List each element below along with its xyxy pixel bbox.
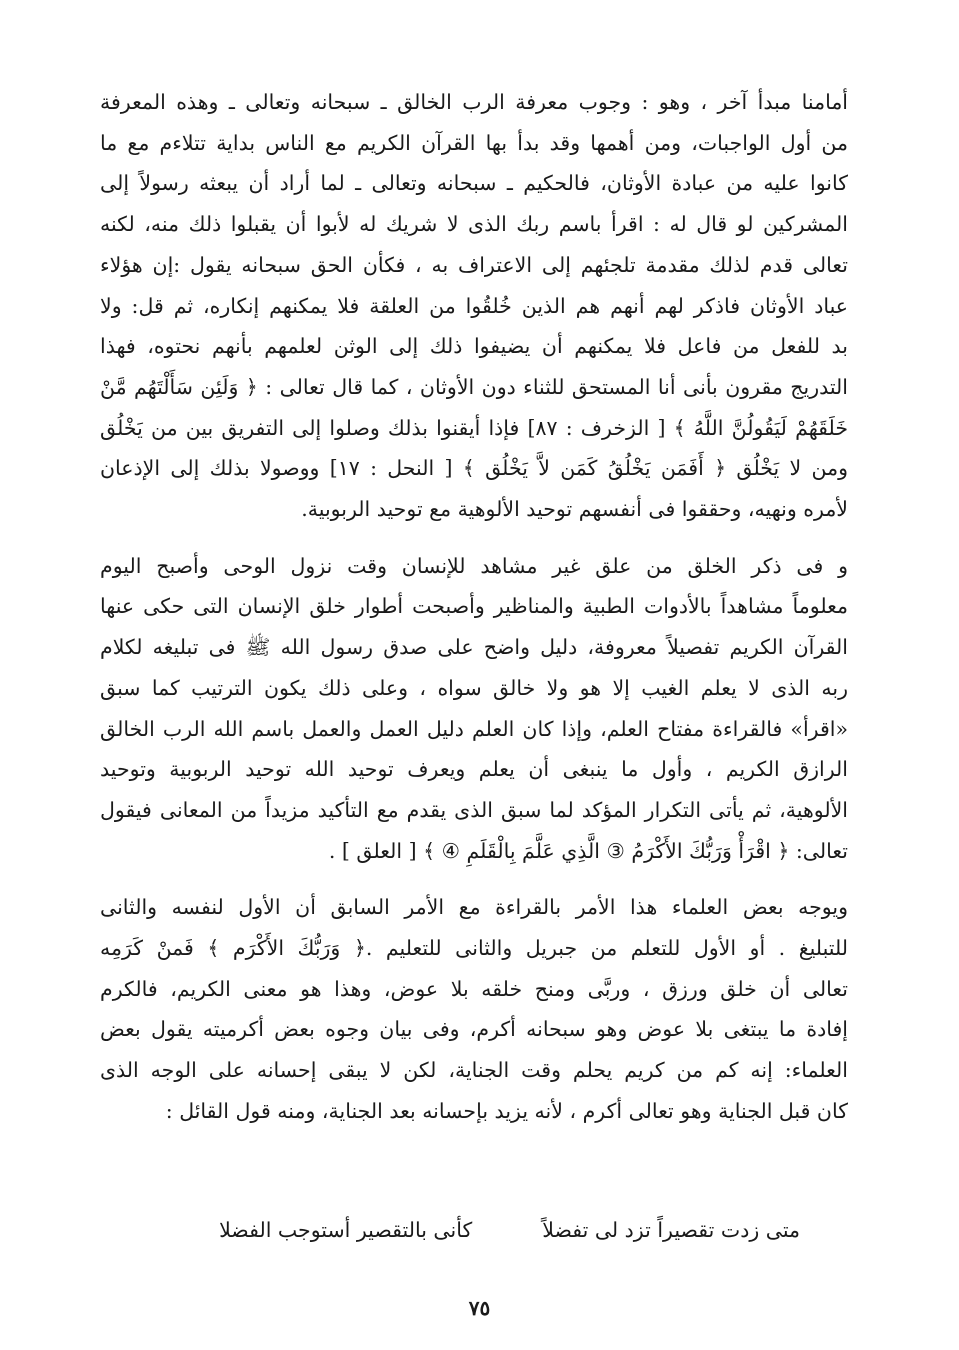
text-line: خَلَقَهُمْ لَيَقُولُنَّ اللَّهُ ﴾ [ الزخرف : ٨٧] فإذا أيقنوا بذلك وصلوا إلى التفريق بين من يَخْلُق [100,415,848,440]
text-line: تعالى: ﴿ اقْرَأْ وَرَبُّكَ الأَكْرَمُ ③ الَّذِي عَلَّمَ بِالْقَلَمِ ④ ﴾ [ العلق ] . [328,838,848,863]
text-line: ربه الذى لا يعلم الغيب إلا هو ولا خالق سواه ، وعلى ذلك يكون الترتيب كما سبق [100,675,848,700]
text-line: لأمره ونهيه، وحققوا فى أنفسهم توحيد الألوهية مع توحيد الربوبية. [301,497,848,522]
text-line: بد للفعل من فاعل فلا يمكنهم أن يضيفوا ذلك إلى الوثن لعلمهم بأنهم نحتوه، فهذا [100,334,848,359]
text-line: التدريج مقرون بأنى أنا المستحق للثناء دون الأوثان ، كما قال تعالى : ﴿ وَلَئِن سَأَلْتَهُم مَّنْ [100,374,848,399]
text-line: الألوهية، ثم يأتى التكرار المؤكد لما سبق الذى يقدم مع التأكيد مزيداً من المعانى فيقول [100,797,848,822]
text-line: و فى ذكر الخلق من علق غير مشاهد للإنسان وقت نزول الوحى وأصبح اليوم [100,553,848,578]
text-line: العلماء: إنه كم من كريم يحلم وقت الجناية، لكن لا يبقى إحسانه على الوجه الذى [100,1058,848,1083]
text-line: «اقرأ» فالقراءة مفتاح العلم، وإذا كان العلم دليل العمل والعمل باسم الله الرب الخالق [100,716,848,741]
text-line: من أول الواجبات، ومن أهمها وقد بدأ بها القرآن الكريم مع الناس بداية تتلاءم مع ما [100,130,848,155]
page-body [100,82,848,1132]
text-line: الرازق الكريم ، وأول ما ينبغى أن يعلم ويعرف توحيد الله توحيد الربوبية وتوحيد [100,757,848,782]
text-line: كان قبل الجناية وهو تعالى أكرم ، لأنه يزيد بإحسانه بعد الجناية، ومنه قول القائل : [165,1098,848,1123]
poem-verse [100,1218,800,1242]
text-line: تعالى أن خلق ورزق ، وربَّى ومنح خلقه بلا عوض، وهذا هو معنى الكريم، فالكرم [100,976,848,1001]
text-line: أمامنا مبدأ آخر ، وهو : وجوب معرفة الرب الخالق ـ سبحانه وتعالى ـ وهذه المعرفة [100,90,848,114]
text-line: كانوا عليه من عبادة الأوثان، فالحكيم ـ سبحانه وتعالى ـ لما أراد أن يبعثه رسولاً إلى [100,171,848,196]
text-line: عباد الأوثان فاذكر لهم أنهم هم الذين خُلقُوا من العلقة فلا يمكنهم إنكاره، ثم قل: ولا [100,293,848,318]
text-line: للتبليغ . أو الأول للتعلم من جبريل والثانى للتعليم .﴿ وَرَبُّكَ الأَكْرَم ﴾ فَمنْ كَرَمِه [100,936,848,961]
paragraph-3 [100,887,848,1131]
text-line: معلوماً مشاهداً بالأدوات الطبية والمناظير وأصبحت أطوار خلق الإنسان التى حكى عنها [100,594,848,619]
text-line: ومن لا يَخْلُق ﴿ أَفَمَن يَخْلُقُ كَمَن لاَّ يَخْلُق ﴾ [ النحل : ١٧] ووصولا بذلك إلى الإذعان [100,456,848,481]
text-line: تعالى قدم لذلك مقدمة تلجئهم إلى الاعتراف به ، فكأن الحق سبحانه يقول :إن هؤلاء [100,252,848,277]
paragraph-1 [100,82,848,530]
text-line: القرآن الكريم تفصيلاً معروفة، دليل واضح على صدق رسول الله ﷺ فى تبليغه لكلام [100,635,848,660]
text-line: المشركين لو قال له : اقرأ باسم ربك الذى لا شريك له لأبوا أن يقبلوا ذلك منه، لكنه [100,212,848,237]
poem-hemistich-first: متى زدت تقصيراً تزد لى تفضلاً [542,1218,800,1242]
text-line: ويوجه بعض العلماء هذا الأمر بالقراءة مع الأمر السابق أن الأول لنفسه والثانى [100,895,848,920]
text-line: إفادة ما يبتغى بلا عوض وهو سبحانه أكرم، وفى بيان وجوه بعض أكرميته يقول بعض [100,1017,848,1042]
page-number: ٧٥ [468,1296,491,1320]
poem-hemistich-second: كأنى بالتقصير أستوجب الفضلا [219,1218,473,1242]
paragraph-2 [100,546,848,872]
